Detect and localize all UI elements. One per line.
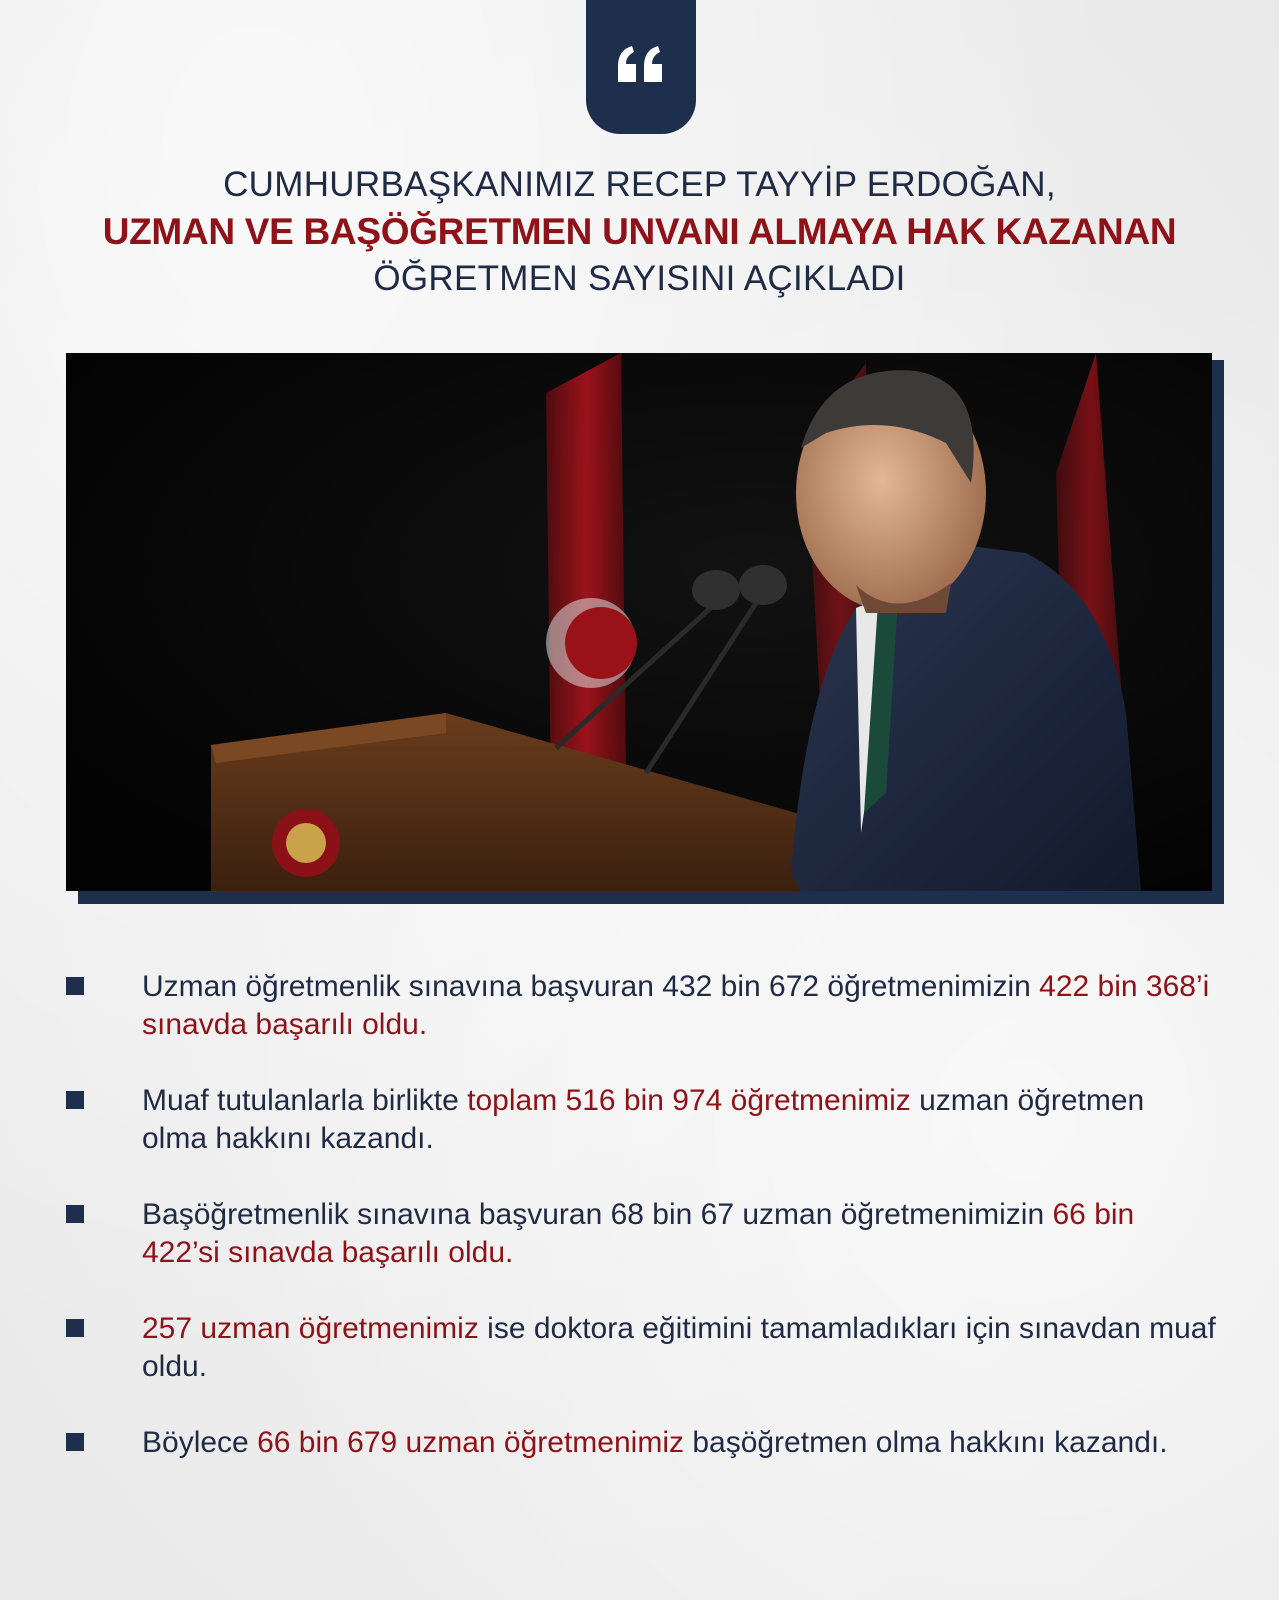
- bullet-highlight: toplam 516 bin 974 öğretmenimiz: [467, 1084, 911, 1117]
- bullet-list: [66, 968, 1216, 1500]
- bullet-highlight: 257 uzman öğretmenimiz: [142, 1312, 479, 1345]
- bullet-square-icon: [66, 1091, 84, 1109]
- speaker-photo: [66, 353, 1212, 891]
- list-item: [66, 1310, 1216, 1386]
- headline: [0, 162, 1279, 302]
- bullet-square-icon: [66, 1205, 84, 1223]
- bullet-highlight: 66 bin 679 uzman öğretmenimiz: [257, 1426, 684, 1459]
- bullet-text-after: başöğretmen olma hakkını kazandı.: [683, 1426, 1168, 1459]
- bullet-text: Başöğretmenlik sınavına başvuran 68 bin 67 uzman öğretmenimizin: [142, 1198, 1053, 1231]
- bullet-highlight: 66 bin 422’si sınavda başarılı oldu.: [142, 1198, 1135, 1269]
- bullet-text-after: uzman öğretmen olma hakkını kazandı.: [142, 1084, 1145, 1155]
- bullet-text: Muaf tutulanlarla birlikte: [142, 1084, 468, 1117]
- quote-open-icon: [614, 44, 668, 84]
- quote-tab: [586, 0, 696, 134]
- bullet-text-after: ise doktora eğitimini tamamladıkları için sınavdan muaf oldu.: [142, 1312, 1216, 1383]
- bullet-square-icon: [66, 1319, 84, 1337]
- headline-line-2: UZMAN VE BAŞÖĞRETMEN UNVANI ALMAYA HAK KAZANAN: [102, 211, 1177, 252]
- bullet-highlight: 422 bin 368’i sınavda başarılı oldu.: [142, 970, 1210, 1041]
- list-item: [66, 1196, 1216, 1272]
- list-item: [66, 1082, 1216, 1158]
- headline-line-1: CUMHURBAŞKANIMIZ RECEP TAYYİP ERDOĞAN,: [223, 165, 1056, 204]
- list-item: [66, 968, 1216, 1044]
- bullet-text: Uzman öğretmenlik sınavına başvuran 432 bin 672 öğretmenimizin: [142, 970, 1040, 1003]
- bullet-square-icon: [66, 1433, 84, 1451]
- list-item: [66, 1424, 1216, 1462]
- headline-line-3: ÖĞRETMEN SAYISINI AÇIKLADI: [373, 259, 906, 298]
- bullet-text: Böylece: [142, 1426, 258, 1459]
- bullet-square-icon: [66, 977, 84, 995]
